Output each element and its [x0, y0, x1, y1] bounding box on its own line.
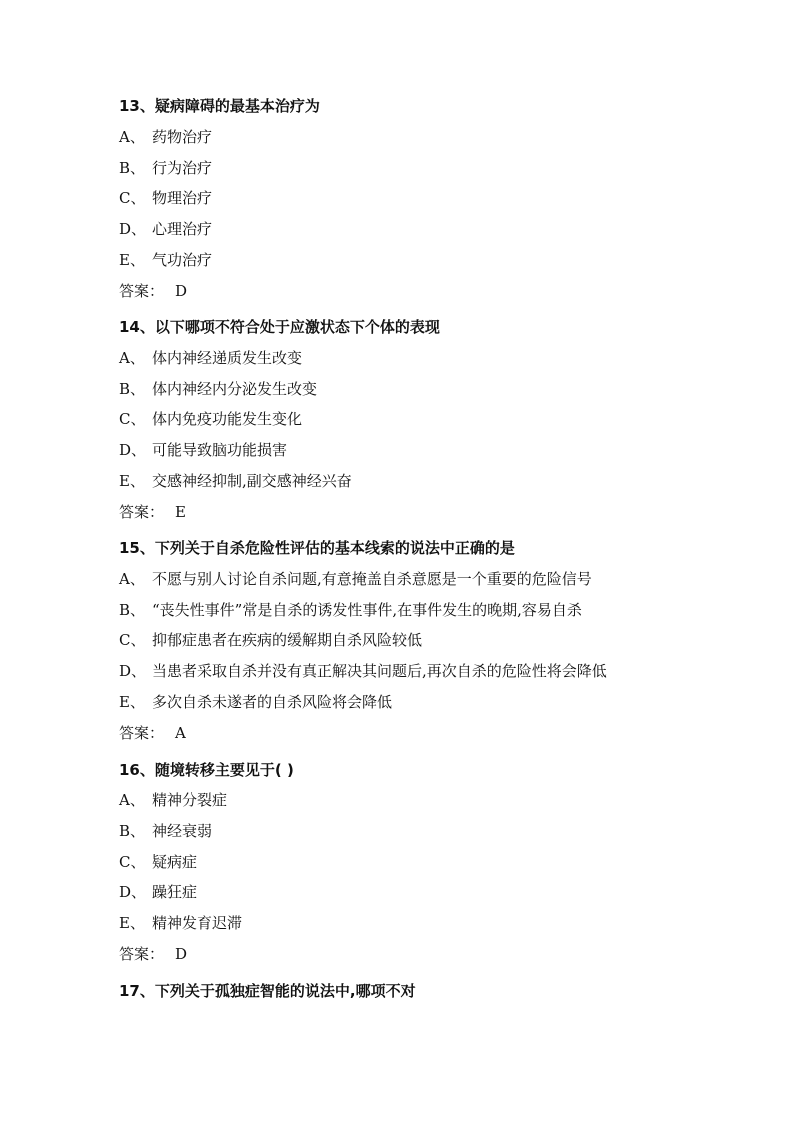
- question-15-option-d: [119, 662, 607, 680]
- option-text: 心理治疗: [152, 220, 213, 238]
- answer-value: A: [175, 724, 186, 742]
- question-17-title: 17、下列关于孤独症智能的说法中,哪项不对: [119, 982, 416, 1000]
- option-letter: D、: [119, 883, 147, 901]
- answer-label: 答案：: [119, 724, 165, 742]
- question-13-option-b: [119, 159, 212, 177]
- answer-value: D: [175, 282, 188, 300]
- option-letter: A、: [119, 349, 145, 367]
- option-letter: C、: [119, 853, 146, 871]
- question-15-option-b: [119, 601, 582, 619]
- option-text: 行为治疗: [152, 159, 213, 177]
- question-14-option-c: [119, 410, 302, 428]
- question-15-option-a: [119, 570, 592, 588]
- option-letter: B、: [119, 601, 146, 619]
- option-text: 药物治疗: [152, 128, 213, 146]
- question-16-option-e: [119, 914, 242, 932]
- option-letter: B、: [119, 159, 146, 177]
- option-text: 物理治疗: [152, 189, 213, 207]
- question-14-answer: [119, 503, 186, 521]
- question-13-option-a: [119, 128, 212, 146]
- question-16-title: 16、随境转移主要见于( ): [119, 761, 294, 779]
- option-text: 躁狂症: [152, 883, 198, 901]
- question-14-option-b: [119, 380, 317, 398]
- option-text: 气功治疗: [152, 251, 213, 269]
- option-letter: E、: [119, 693, 145, 711]
- question-14-option-e: [119, 472, 352, 490]
- option-letter: D、: [119, 220, 147, 238]
- question-16-option-d: [119, 883, 197, 901]
- question-16-option-c: [119, 853, 197, 871]
- option-text: 当患者采取自杀并没有真正解决其问题后,再次自杀的危险性将会降低: [152, 662, 607, 680]
- option-text: 多次自杀未遂者的自杀风险将会降低: [152, 693, 393, 711]
- answer-label: 答案：: [119, 503, 165, 521]
- answer-value: D: [175, 945, 188, 963]
- answer-label: 答案：: [119, 282, 165, 300]
- option-letter: C、: [119, 189, 146, 207]
- option-text: 体内神经内分泌发生改变: [152, 380, 318, 398]
- question-13-option-c: [119, 189, 212, 207]
- option-text: 抑郁症患者在疾病的缓解期自杀风险较低: [152, 631, 423, 649]
- option-letter: D、: [119, 662, 147, 680]
- question-15-answer: [119, 724, 186, 742]
- question-13-answer: [119, 282, 187, 300]
- option-letter: A、: [119, 791, 145, 809]
- option-text: 不愿与别人讨论自杀问题,有意掩盖自杀意愿是一个重要的危险信号: [152, 570, 592, 588]
- question-15-title: 15、下列关于自杀危险性评估的基本线索的说法中正确的是: [119, 539, 515, 557]
- answer-label: 答案：: [119, 945, 165, 963]
- question-13-title: 13、疑病障碍的最基本治疗为: [119, 97, 320, 115]
- option-text: 可能导致脑功能损害: [152, 441, 288, 459]
- question-16-answer: [119, 945, 187, 963]
- option-letter: C、: [119, 631, 146, 649]
- option-letter: B、: [119, 822, 146, 840]
- question-14-option-d: [119, 441, 287, 459]
- option-text: 疑病症: [152, 853, 198, 871]
- option-letter: A、: [119, 570, 145, 588]
- option-letter: A、: [119, 128, 145, 146]
- question-16-option-a: [119, 791, 227, 809]
- question-15-option-c: [119, 631, 422, 649]
- question-16-option-b: [119, 822, 212, 840]
- option-text: 体内免疫功能发生变化: [152, 410, 303, 428]
- option-letter: E、: [119, 914, 145, 932]
- question-13-option-d: [119, 220, 212, 238]
- option-letter: C、: [119, 410, 146, 428]
- option-letter: B、: [119, 380, 146, 398]
- option-letter: E、: [119, 251, 145, 269]
- option-text: 精神分裂症: [152, 791, 228, 809]
- option-text: “丧失性事件”常是自杀的诱发性事件,在事件发生的晚期,容易自杀: [152, 601, 582, 619]
- option-letter: D、: [119, 441, 147, 459]
- option-text: 体内神经递质发生改变: [152, 349, 303, 367]
- question-14-option-a: [119, 349, 302, 367]
- option-text: 精神发育迟滞: [152, 914, 243, 932]
- option-text: 交感神经抑制,副交感神经兴奋: [152, 472, 352, 490]
- answer-value: E: [175, 503, 186, 521]
- option-text: 神经衰弱: [152, 822, 213, 840]
- question-14-title: 14、以下哪项不符合处于应激状态下个体的表现: [119, 318, 440, 336]
- option-letter: E、: [119, 472, 145, 490]
- question-15-option-e: [119, 693, 392, 711]
- question-13-option-e: [119, 251, 212, 269]
